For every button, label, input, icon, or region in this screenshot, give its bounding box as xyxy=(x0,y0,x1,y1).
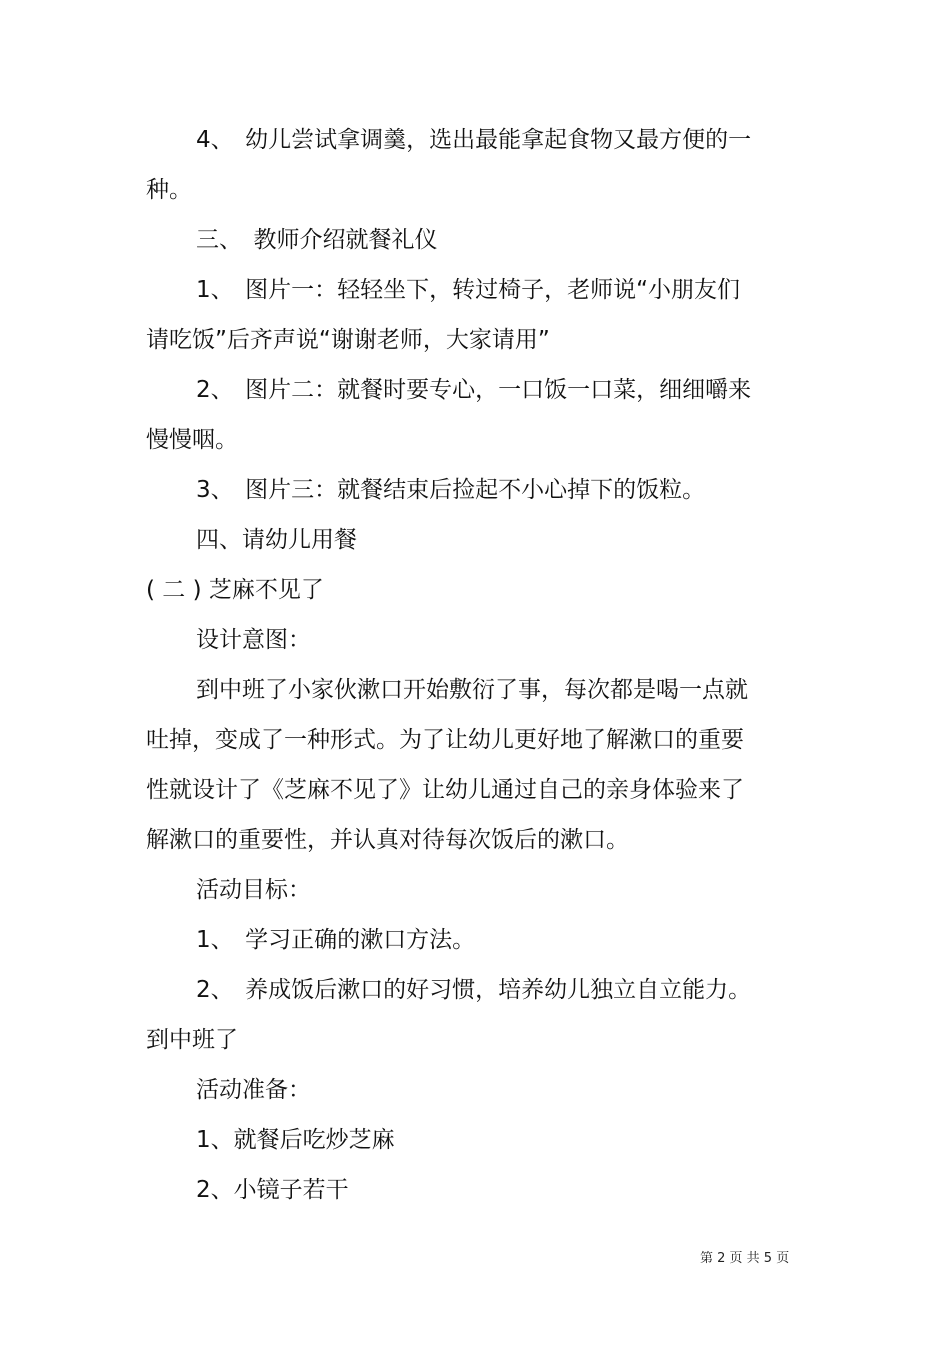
text-line: 2、小镜子若干 xyxy=(196,1177,349,1203)
text-line: 1、 学习正确的漱口方法。 xyxy=(196,927,476,953)
text-line: 2、 图片二：就餐时要专心，一口饭一口菜，细细嚼来 xyxy=(196,377,752,403)
text-line: 1、就餐后吃炒芝麻 xyxy=(196,1127,395,1153)
subheading: 设计意图： xyxy=(196,627,311,653)
text-line: 种。 xyxy=(146,177,192,203)
text-line: 慢慢咽。 xyxy=(146,427,238,453)
text-line: 请吃饭”后齐声说“谢谢老师，大家请用” xyxy=(146,327,550,353)
subheading: 活动目标： xyxy=(196,877,311,903)
text-line: 吐掉，变成了一种形式。为了让幼儿更好地了解漱口的重要 xyxy=(146,727,744,753)
text-line: 3、 图片三：就餐结束后捡起不小心掉下的饭粒。 xyxy=(196,477,706,503)
text-line: 4、 幼儿尝试拿调羹，选出最能拿起食物又最方便的一 xyxy=(196,127,752,153)
text-line: 2、 养成饭后漱口的好习惯，培养幼儿独立自立能力。 xyxy=(196,977,752,1003)
text-line: 到中班了小家伙漱口开始敷衍了事，每次都是喝一点就 xyxy=(196,677,748,703)
text-line: 到中班了 xyxy=(146,1027,238,1053)
text-line: 解漱口的重要性，并认真对待每次饭后的漱口。 xyxy=(146,827,629,853)
section-heading: 四、请幼儿用餐 xyxy=(196,527,357,553)
page-number-footer: 第 2 页 共 5 页 xyxy=(700,1251,790,1266)
section-heading: ( 二 ) 芝麻不见了 xyxy=(146,577,324,603)
text-line: 性就设计了《芝麻不见了》让幼儿通过自己的亲身体验来了 xyxy=(146,777,744,803)
section-heading: 三、 教师介绍就餐礼仪 xyxy=(196,227,438,253)
text-line: 1、 图片一：轻轻坐下，转过椅子，老师说“小朋友们 xyxy=(196,277,741,303)
subheading: 活动准备： xyxy=(196,1077,311,1103)
